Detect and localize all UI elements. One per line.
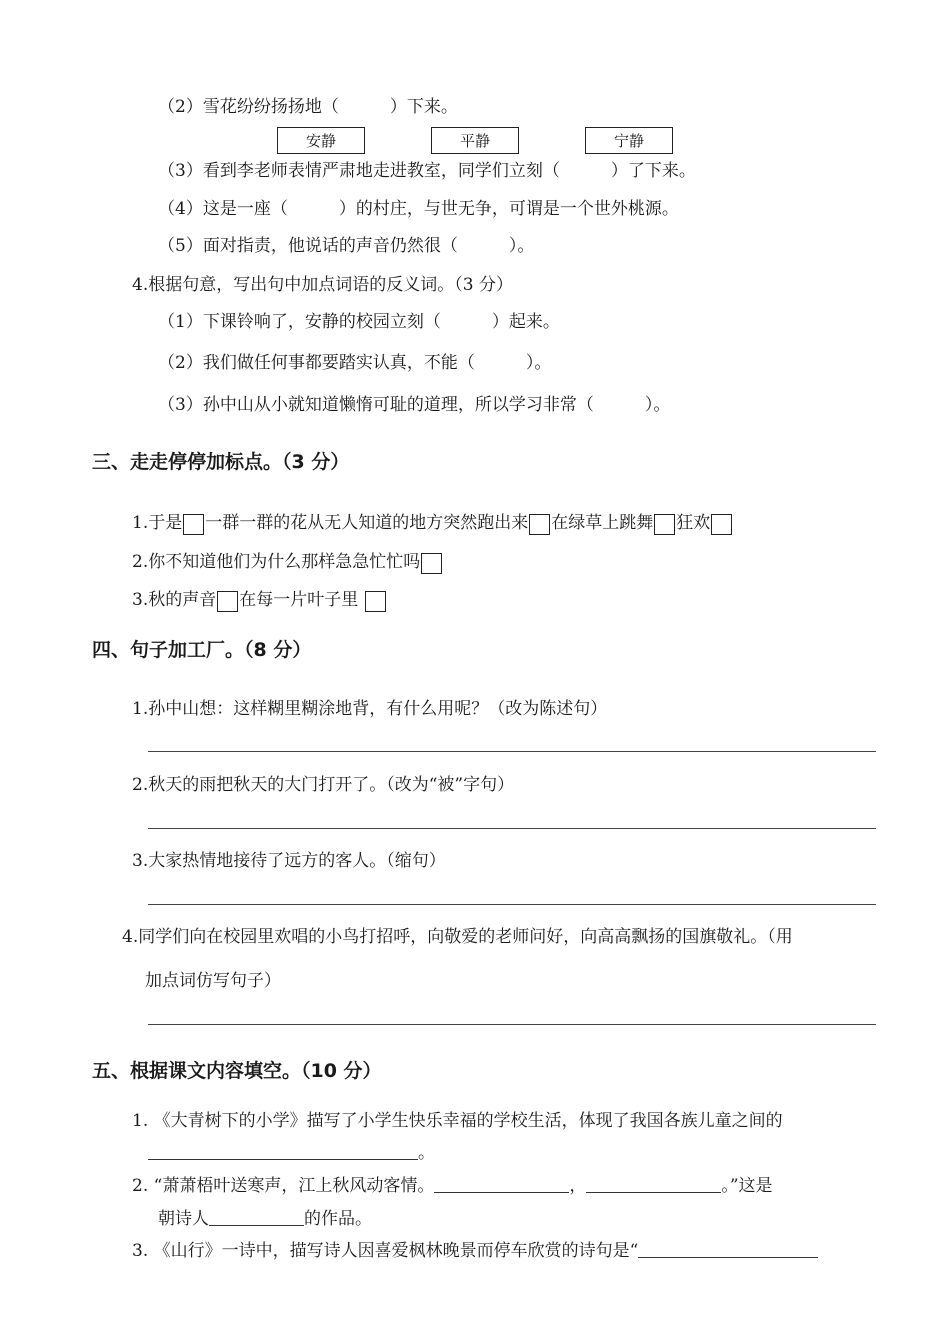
word-option-box-2 xyxy=(431,127,519,154)
fill-blank[interactable] xyxy=(209,1209,304,1226)
fill-question-3 xyxy=(132,1240,818,1262)
punctuation-sentence-3 xyxy=(132,589,387,612)
rewrite-question-4: 4.同学们向在校园里欢唱的小鸟打招呼，向敬爱的老师问好，向高高飘扬的国旗敬礼。（用 xyxy=(122,927,793,947)
word-option-box-1 xyxy=(277,127,365,154)
word-option: 安静 xyxy=(305,132,336,150)
fill-question-1-cont xyxy=(148,1142,435,1164)
rewrite-question-2: 2.秋天的雨把秋天的大门打开了。（改为“被”字句） xyxy=(132,775,515,795)
section-3-title: 三、走走停停加标点。（3 分） xyxy=(92,451,350,473)
question-4-line: （4）这是一座（ ）的村庄，与世无争，可谓是一个世外桃源。 xyxy=(158,199,679,219)
poem-text: 2. “萧萧梧叶送寒声，江上秋风动客情。 xyxy=(132,1176,435,1196)
question-text: 3. 《山行》一诗中，描写诗人因喜爱枫林晚景而停车欣赏的诗句是“ xyxy=(132,1241,639,1261)
word-option-box-3 xyxy=(585,127,673,154)
punctuation-box[interactable] xyxy=(365,591,386,612)
question-5-line: （5）面对指责，他说话的声音仍然很（ ）。 xyxy=(158,236,535,256)
answer-line-1[interactable] xyxy=(148,751,876,752)
poem-text: 的作品。 xyxy=(304,1209,372,1229)
punctuation-box[interactable] xyxy=(654,514,675,535)
item-4-title: 4.根据句意，写出句中加点词语的反义词。（3 分） xyxy=(132,275,513,295)
fill-question-2-cont xyxy=(158,1208,372,1230)
punctuation: ， xyxy=(569,1176,587,1196)
sentence-text: 3.秋的声音 xyxy=(132,590,217,610)
poem-text: 朝诗人 xyxy=(158,1209,209,1229)
rewrite-question-1: 1.孙中山想：这样糊里糊涂地背，有什么用呢？（改为陈述句） xyxy=(132,699,608,719)
fill-blank[interactable] xyxy=(434,1176,569,1193)
rewrite-question-4-cont: 加点词仿写句子） xyxy=(145,971,281,991)
sentence-text: 在每一片叶子里 xyxy=(239,590,359,610)
answer-line-3[interactable] xyxy=(148,904,876,905)
item-4-question-3: （3）孙中山从小就知道懒惰可耻的道理，所以学习非常（ ）。 xyxy=(158,395,671,415)
section-4-title: 四、句子加工厂。（8 分） xyxy=(92,639,312,661)
sentence-text: 狂欢 xyxy=(676,513,711,533)
sentence-text: 在绿草上跳舞 xyxy=(551,513,654,533)
question-3-line: （3）看到李老师表情严肃地走进教室，同学们立刻（ ）了下来。 xyxy=(158,161,696,181)
sentence-text: 2.你不知道他们为什么那样急急忙忙吗 xyxy=(132,552,421,572)
answer-line-4[interactable] xyxy=(148,1024,876,1025)
fill-blank[interactable] xyxy=(148,1143,418,1160)
punctuation-box[interactable] xyxy=(183,514,204,535)
fill-blank[interactable] xyxy=(586,1176,721,1193)
fill-blank[interactable] xyxy=(638,1241,818,1258)
item-4-question-1: （1）下课铃响了，安静的校园立刻（ ）起来。 xyxy=(158,312,560,332)
punctuation-box[interactable] xyxy=(529,514,550,535)
punctuation-box[interactable] xyxy=(711,514,732,535)
sentence-text: 一群一群的花从无人知道的地方突然跑出来 xyxy=(205,513,529,533)
punctuation-box[interactable] xyxy=(217,591,238,612)
word-option: 平静 xyxy=(459,132,490,150)
sentence-text: 1.于是 xyxy=(132,513,183,533)
punctuation: 。 xyxy=(418,1143,435,1163)
poem-text: 。”这是 xyxy=(721,1176,773,1196)
punctuation-box[interactable] xyxy=(421,553,442,574)
fill-question-2 xyxy=(132,1175,773,1197)
answer-line-2[interactable] xyxy=(148,828,876,829)
rewrite-question-3: 3.大家热情地接待了远方的客人。（缩句） xyxy=(132,851,446,871)
fill-question-1: 1. 《大青树下的小学》描写了小学生快乐幸福的学校生活，体现了我国各族儿童之间的 xyxy=(132,1111,783,1131)
section-5-title: 五、根据课文内容填空。（10 分） xyxy=(92,1060,382,1082)
item-4-question-2: （2）我们做任何事都要踏实认真，不能（ ）。 xyxy=(158,353,552,373)
punctuation-sentence-2 xyxy=(132,551,443,574)
question-2-line: （2）雪花纷纷扬扬地（ ）下来。 xyxy=(158,97,458,117)
punctuation-sentence-1 xyxy=(132,512,733,535)
word-option: 宁静 xyxy=(613,132,644,150)
